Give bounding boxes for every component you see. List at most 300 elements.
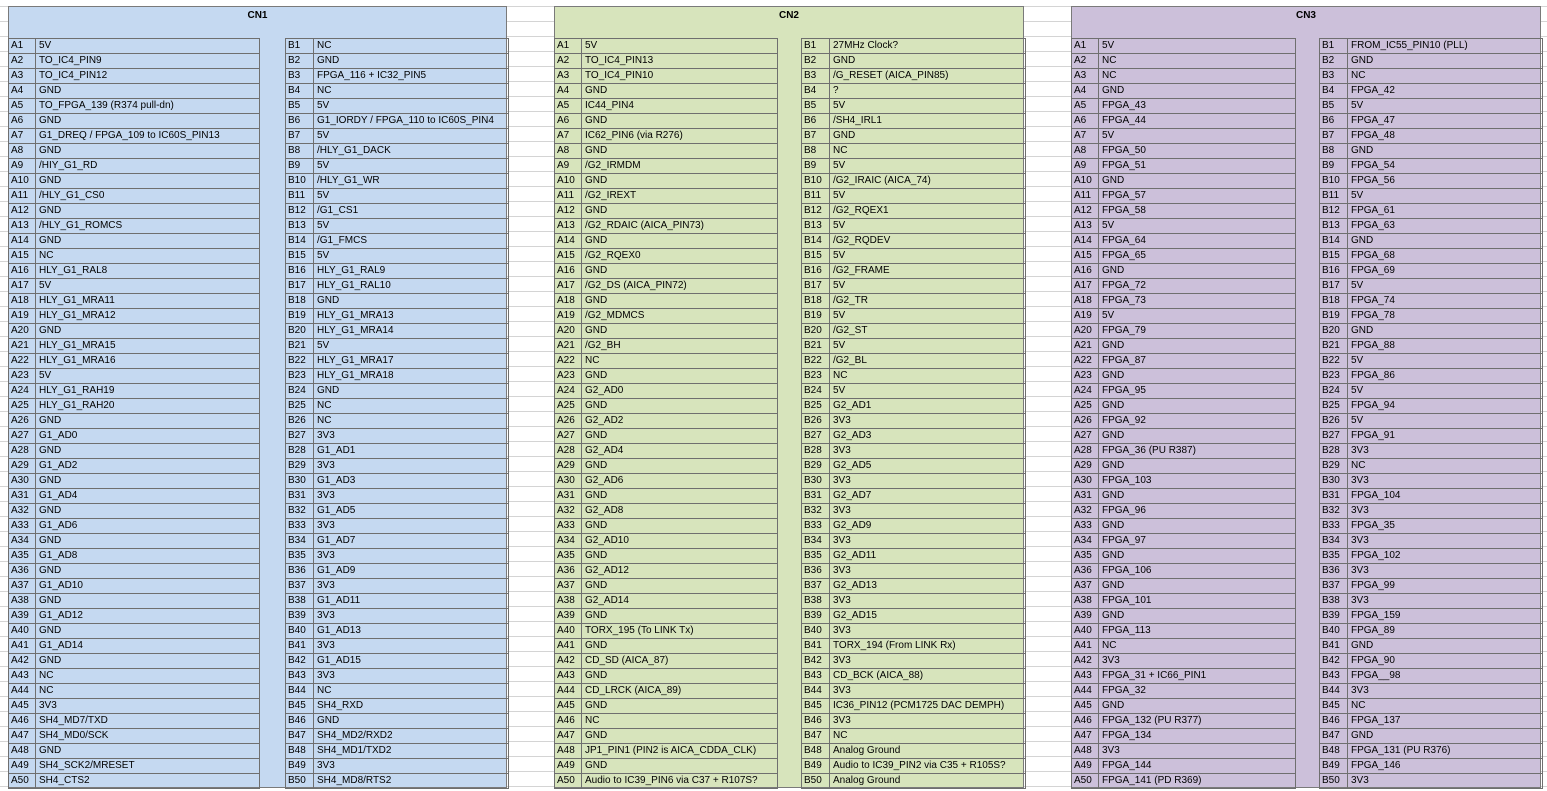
pin-id-cell[interactable]: B26 (286, 414, 314, 428)
pin-id-cell[interactable]: A3 (1072, 69, 1099, 83)
pin-row[interactable] (802, 369, 1026, 384)
pin-row[interactable] (555, 429, 778, 444)
pin-row[interactable] (286, 399, 509, 414)
pin-row[interactable] (286, 429, 509, 444)
pin-id-cell[interactable]: B4 (1320, 84, 1348, 98)
signal-cell[interactable]: 5V (1348, 279, 1543, 293)
panel-title[interactable]: CN2 (778, 10, 799, 21)
pin-row[interactable] (286, 129, 509, 144)
signal-cell[interactable]: HLY_G1_RAH19 (36, 384, 260, 398)
signal-cell[interactable]: FPGA_101 (1099, 594, 1296, 608)
signal-cell[interactable]: /G2_BH (582, 339, 778, 353)
pin-id-cell[interactable]: B19 (286, 309, 314, 323)
pin-id-cell[interactable]: A27 (1072, 429, 1099, 443)
signal-cell[interactable]: 5V (1348, 414, 1543, 428)
pin-id-cell[interactable]: A14 (555, 234, 582, 248)
pin-id-cell[interactable]: A5 (1072, 99, 1099, 113)
pin-row[interactable] (1320, 624, 1543, 639)
pin-id-cell[interactable]: A11 (555, 189, 582, 203)
pin-row[interactable] (286, 579, 509, 594)
pin-id-cell[interactable]: B28 (286, 444, 314, 458)
signal-cell[interactable]: FPGA_74 (1348, 294, 1543, 308)
signal-cell[interactable]: NC (1348, 459, 1543, 473)
pin-id-cell[interactable]: A20 (9, 324, 36, 338)
pin-id-cell[interactable]: B26 (1320, 414, 1348, 428)
pin-row[interactable] (1072, 609, 1296, 624)
pin-row[interactable] (1320, 639, 1543, 654)
pin-id-cell[interactable]: A24 (1072, 384, 1099, 398)
pin-row[interactable] (802, 624, 1026, 639)
signal-cell[interactable]: FPGA_31 + IC66_PIN1 (1099, 669, 1296, 683)
pin-id-cell[interactable]: A21 (1072, 339, 1099, 353)
pin-row[interactable] (9, 429, 260, 444)
pin-id-cell[interactable]: A24 (555, 384, 582, 398)
signal-cell[interactable]: 3V3 (830, 444, 1026, 458)
pin-id-cell[interactable]: B40 (802, 624, 830, 638)
pin-row[interactable] (1072, 594, 1296, 609)
pin-row[interactable] (555, 279, 778, 294)
pin-row[interactable] (9, 534, 260, 549)
pin-id-cell[interactable]: A15 (555, 249, 582, 263)
pin-id-cell[interactable]: A26 (555, 414, 582, 428)
pin-id-cell[interactable]: B48 (802, 744, 830, 758)
pin-row[interactable] (9, 399, 260, 414)
pin-id-cell[interactable]: A43 (9, 669, 36, 683)
pin-row[interactable] (802, 114, 1026, 129)
signal-cell[interactable]: GND (582, 294, 778, 308)
pin-id-cell[interactable]: A1 (1072, 39, 1099, 53)
signal-cell[interactable]: GND (582, 609, 778, 623)
signal-cell[interactable]: JP1_PIN1 (PIN2 is AICA_CDDA_CLK) (582, 744, 778, 758)
signal-cell[interactable]: 5V (1099, 39, 1296, 53)
pin-id-cell[interactable]: A5 (555, 99, 582, 113)
signal-cell[interactable]: 5V (314, 219, 509, 233)
signal-cell[interactable]: FPGA_106 (1099, 564, 1296, 578)
pin-id-cell[interactable]: B41 (1320, 639, 1348, 653)
signal-cell[interactable]: /HIY_G1_RD (36, 159, 260, 173)
signal-cell[interactable]: 3V3 (830, 564, 1026, 578)
pin-row[interactable] (286, 564, 509, 579)
pin-row[interactable] (9, 594, 260, 609)
signal-cell[interactable]: G2_AD15 (830, 609, 1026, 623)
signal-cell[interactable]: GND (36, 114, 260, 128)
pin-id-cell[interactable]: B50 (286, 774, 314, 788)
signal-cell[interactable]: 5V (830, 219, 1026, 233)
pin-id-cell[interactable]: A22 (9, 354, 36, 368)
pin-id-cell[interactable]: A27 (9, 429, 36, 443)
signal-cell[interactable]: G1_AD8 (36, 549, 260, 563)
signal-cell[interactable]: HLY_G1_MRA16 (36, 354, 260, 368)
signal-cell[interactable]: NC (36, 669, 260, 683)
pin-row[interactable] (9, 564, 260, 579)
pin-id-cell[interactable]: B5 (1320, 99, 1348, 113)
pin-row[interactable] (9, 99, 260, 114)
signal-cell[interactable]: G2_AD0 (582, 384, 778, 398)
pin-id-cell[interactable]: A19 (1072, 309, 1099, 323)
pin-id-cell[interactable]: B3 (802, 69, 830, 83)
pin-id-cell[interactable]: A46 (1072, 714, 1099, 728)
pin-row[interactable] (1320, 564, 1543, 579)
pin-id-cell[interactable]: A35 (1072, 549, 1099, 563)
pin-row[interactable] (802, 144, 1026, 159)
pin-row[interactable] (9, 39, 260, 54)
signal-cell[interactable]: GND (1099, 429, 1296, 443)
pin-row[interactable] (1320, 609, 1543, 624)
pin-row[interactable] (1320, 474, 1543, 489)
pin-id-cell[interactable]: A37 (555, 579, 582, 593)
pin-row[interactable] (9, 279, 260, 294)
pin-id-cell[interactable]: B50 (802, 774, 830, 788)
pin-row[interactable] (802, 609, 1026, 624)
pin-id-cell[interactable]: A47 (1072, 729, 1099, 743)
pin-row[interactable] (1320, 84, 1543, 99)
pin-id-cell[interactable]: B25 (802, 399, 830, 413)
pin-row[interactable] (1072, 654, 1296, 669)
signal-cell[interactable]: SH4_MD8/RTS2 (314, 774, 509, 788)
signal-cell[interactable]: HLY_G1_RAL9 (314, 264, 509, 278)
pin-id-cell[interactable]: A23 (1072, 369, 1099, 383)
signal-cell[interactable]: G2_AD14 (582, 594, 778, 608)
pin-id-cell[interactable]: B22 (286, 354, 314, 368)
signal-cell[interactable]: GND (582, 234, 778, 248)
signal-cell[interactable]: G1_IORDY / FPGA_110 to IC60S_PIN4 (314, 114, 509, 128)
pin-row[interactable] (9, 69, 260, 84)
signal-cell[interactable]: 5V (314, 339, 509, 353)
pin-row[interactable] (555, 264, 778, 279)
pin-row[interactable] (555, 594, 778, 609)
signal-cell[interactable]: GND (582, 759, 778, 773)
pin-row[interactable] (9, 354, 260, 369)
pin-row[interactable] (9, 84, 260, 99)
pin-id-cell[interactable]: A25 (1072, 399, 1099, 413)
pin-id-cell[interactable]: B3 (286, 69, 314, 83)
pin-row[interactable] (1320, 369, 1543, 384)
pin-row[interactable] (9, 114, 260, 129)
pin-row[interactable] (9, 414, 260, 429)
pin-row[interactable] (9, 54, 260, 69)
pin-id-cell[interactable]: B49 (1320, 759, 1348, 773)
signal-cell[interactable]: /G2_IRAIC (AICA_74) (830, 174, 1026, 188)
signal-cell[interactable]: G2_AD7 (830, 489, 1026, 503)
pin-id-cell[interactable]: B45 (286, 699, 314, 713)
signal-cell[interactable]: 3V3 (314, 429, 509, 443)
signal-cell[interactable]: FPGA_146 (1348, 759, 1543, 773)
signal-cell[interactable]: /G2_RDAIC (AICA_PIN73) (582, 219, 778, 233)
pin-id-cell[interactable]: B38 (802, 594, 830, 608)
pin-id-cell[interactable]: B42 (1320, 654, 1348, 668)
pin-row[interactable] (555, 219, 778, 234)
signal-cell[interactable]: GND (582, 579, 778, 593)
signal-cell[interactable]: G2_AD2 (582, 414, 778, 428)
signal-cell[interactable]: GND (314, 714, 509, 728)
pin-id-cell[interactable]: A18 (9, 294, 36, 308)
pin-row[interactable] (286, 639, 509, 654)
pin-row[interactable] (286, 759, 509, 774)
pin-id-cell[interactable]: B16 (286, 264, 314, 278)
pin-id-cell[interactable]: B30 (802, 474, 830, 488)
signal-cell[interactable]: FPGA_69 (1348, 264, 1543, 278)
signal-cell[interactable]: G2_AD6 (582, 474, 778, 488)
pin-id-cell[interactable]: A5 (9, 99, 36, 113)
pin-row[interactable] (9, 714, 260, 729)
signal-cell[interactable]: FPGA_104 (1348, 489, 1543, 503)
pin-id-cell[interactable]: A1 (9, 39, 36, 53)
pin-id-cell[interactable]: A10 (1072, 174, 1099, 188)
signal-cell[interactable]: HLY_G1_RAL8 (36, 264, 260, 278)
pin-id-cell[interactable]: B15 (802, 249, 830, 263)
signal-cell[interactable]: 3V3 (314, 639, 509, 653)
signal-cell[interactable]: 5V (314, 159, 509, 173)
pin-row[interactable] (802, 549, 1026, 564)
pin-row[interactable] (9, 669, 260, 684)
pin-row[interactable] (1072, 384, 1296, 399)
signal-cell[interactable]: ? (830, 84, 1026, 98)
signal-cell[interactable]: G1_AD11 (314, 594, 509, 608)
pin-id-cell[interactable]: B30 (286, 474, 314, 488)
pin-row[interactable] (802, 384, 1026, 399)
signal-cell[interactable]: NC (830, 729, 1026, 743)
pin-row[interactable] (1072, 399, 1296, 414)
signal-cell[interactable]: GND (36, 624, 260, 638)
pin-row[interactable] (286, 594, 509, 609)
pin-row[interactable] (1072, 189, 1296, 204)
signal-cell[interactable]: FPGA_73 (1099, 294, 1296, 308)
signal-cell[interactable]: FPGA_56 (1348, 174, 1543, 188)
signal-cell[interactable]: FPGA_42 (1348, 84, 1543, 98)
pin-id-cell[interactable]: A44 (9, 684, 36, 698)
pin-row[interactable] (9, 774, 260, 789)
pin-id-cell[interactable]: A30 (555, 474, 582, 488)
signal-cell[interactable]: GND (1099, 489, 1296, 503)
pin-row[interactable] (1320, 594, 1543, 609)
signal-cell[interactable]: FPGA_94 (1348, 399, 1543, 413)
signal-cell[interactable]: FPGA__98 (1348, 669, 1543, 683)
pin-row[interactable] (9, 294, 260, 309)
pin-row[interactable] (802, 189, 1026, 204)
pin-row[interactable] (1072, 159, 1296, 174)
pin-id-cell[interactable]: B37 (1320, 579, 1348, 593)
pin-id-cell[interactable]: A30 (1072, 474, 1099, 488)
pin-row[interactable] (1072, 639, 1296, 654)
pin-row[interactable] (802, 399, 1026, 414)
pin-id-cell[interactable]: A15 (1072, 249, 1099, 263)
pin-id-cell[interactable]: B48 (286, 744, 314, 758)
pin-row[interactable] (802, 54, 1026, 69)
signal-cell[interactable]: GND (314, 384, 509, 398)
signal-cell[interactable]: /G2_RQEX0 (582, 249, 778, 263)
pin-id-cell[interactable]: A16 (1072, 264, 1099, 278)
pin-row[interactable] (1320, 489, 1543, 504)
signal-cell[interactable]: HLY_G1_MRA14 (314, 324, 509, 338)
signal-cell[interactable]: GND (582, 264, 778, 278)
pin-id-cell[interactable]: B18 (1320, 294, 1348, 308)
signal-cell[interactable]: TO_FPGA_139 (R374 pull-dn) (36, 99, 260, 113)
pin-row[interactable] (1072, 129, 1296, 144)
pin-row[interactable] (802, 729, 1026, 744)
pin-id-cell[interactable]: A13 (1072, 219, 1099, 233)
signal-cell[interactable]: NC (1348, 699, 1543, 713)
signal-cell[interactable]: HLY_G1_MRA15 (36, 339, 260, 353)
pin-id-cell[interactable]: A34 (9, 534, 36, 548)
signal-cell[interactable]: 3V3 (830, 594, 1026, 608)
signal-cell[interactable]: TO_IC4_PIN10 (582, 69, 778, 83)
signal-cell[interactable]: FPGA_132 (PU R377) (1099, 714, 1296, 728)
pin-row[interactable] (286, 474, 509, 489)
pin-row[interactable] (555, 354, 778, 369)
pin-row[interactable] (802, 459, 1026, 474)
pin-row[interactable] (286, 219, 509, 234)
pin-id-cell[interactable]: B8 (1320, 144, 1348, 158)
pin-id-cell[interactable]: A39 (9, 609, 36, 623)
signal-cell[interactable]: GND (36, 444, 260, 458)
pin-id-cell[interactable]: B43 (802, 669, 830, 683)
pin-id-cell[interactable]: A8 (1072, 144, 1099, 158)
signal-cell[interactable]: 3V3 (1099, 744, 1296, 758)
pin-id-cell[interactable]: B43 (286, 669, 314, 683)
pin-id-cell[interactable]: A37 (1072, 579, 1099, 593)
signal-cell[interactable]: GND (582, 459, 778, 473)
pin-id-cell[interactable]: A22 (555, 354, 582, 368)
pin-id-cell[interactable]: B33 (1320, 519, 1348, 533)
pin-id-cell[interactable]: A28 (1072, 444, 1099, 458)
pin-row[interactable] (9, 384, 260, 399)
signal-cell[interactable]: 3V3 (830, 414, 1026, 428)
signal-cell[interactable]: GND (36, 324, 260, 338)
pin-row[interactable] (286, 654, 509, 669)
pin-row[interactable] (555, 249, 778, 264)
pin-row[interactable] (555, 129, 778, 144)
pin-row[interactable] (286, 699, 509, 714)
pin-row[interactable] (555, 699, 778, 714)
pin-id-cell[interactable]: B37 (802, 579, 830, 593)
pin-row[interactable] (286, 714, 509, 729)
pin-row[interactable] (1320, 249, 1543, 264)
signal-cell[interactable]: G1_AD15 (314, 654, 509, 668)
signal-cell[interactable]: FPGA_113 (1099, 624, 1296, 638)
pin-row[interactable] (1320, 69, 1543, 84)
pin-id-cell[interactable]: B6 (286, 114, 314, 128)
signal-cell[interactable]: 5V (830, 249, 1026, 263)
signal-cell[interactable]: NC (830, 144, 1026, 158)
pin-id-cell[interactable]: B8 (286, 144, 314, 158)
pin-row[interactable] (555, 759, 778, 774)
signal-cell[interactable]: HLY_G1_MRA17 (314, 354, 509, 368)
pin-row[interactable] (555, 114, 778, 129)
signal-cell[interactable]: G2_AD11 (830, 549, 1026, 563)
pin-row[interactable] (286, 249, 509, 264)
pin-row[interactable] (286, 684, 509, 699)
pin-row[interactable] (9, 579, 260, 594)
pin-row[interactable] (286, 354, 509, 369)
pin-row[interactable] (9, 369, 260, 384)
signal-cell[interactable]: G1_AD5 (314, 504, 509, 518)
signal-cell[interactable]: FPGA_51 (1099, 159, 1296, 173)
pin-row[interactable] (286, 339, 509, 354)
signal-cell[interactable]: /G2_DS (AICA_PIN72) (582, 279, 778, 293)
pin-id-cell[interactable]: B24 (1320, 384, 1348, 398)
signal-cell[interactable]: /G1_FMCS (314, 234, 509, 248)
pin-row[interactable] (9, 444, 260, 459)
pin-id-cell[interactable]: A42 (555, 654, 582, 668)
signal-cell[interactable]: FPGA_79 (1099, 324, 1296, 338)
pin-row[interactable] (802, 354, 1026, 369)
pin-row[interactable] (286, 729, 509, 744)
signal-cell[interactable]: FPGA_102 (1348, 549, 1543, 563)
pin-id-cell[interactable]: A22 (1072, 354, 1099, 368)
signal-cell[interactable]: Analog Ground (830, 774, 1026, 788)
pin-id-cell[interactable]: A36 (1072, 564, 1099, 578)
signal-cell[interactable]: 3V3 (314, 489, 509, 503)
signal-cell[interactable]: 3V3 (1348, 594, 1543, 608)
pin-row[interactable] (1320, 459, 1543, 474)
signal-cell[interactable]: G1_AD6 (36, 519, 260, 533)
pin-id-cell[interactable]: A40 (9, 624, 36, 638)
pin-row[interactable] (1072, 99, 1296, 114)
pin-id-cell[interactable]: B14 (286, 234, 314, 248)
pin-row[interactable] (802, 279, 1026, 294)
pin-row[interactable] (555, 309, 778, 324)
signal-cell[interactable]: NC (314, 39, 509, 53)
pin-id-cell[interactable]: A31 (555, 489, 582, 503)
pin-id-cell[interactable]: B46 (802, 714, 830, 728)
pin-id-cell[interactable]: A32 (1072, 504, 1099, 518)
pin-row[interactable] (802, 444, 1026, 459)
signal-cell[interactable]: G1_AD12 (36, 609, 260, 623)
signal-cell[interactable]: 5V (1348, 189, 1543, 203)
signal-cell[interactable]: GND (36, 654, 260, 668)
pin-row[interactable] (9, 459, 260, 474)
pin-id-cell[interactable]: B45 (1320, 699, 1348, 713)
signal-cell[interactable]: CD_SD (AICA_87) (582, 654, 778, 668)
signal-cell[interactable]: G2_AD13 (830, 579, 1026, 593)
signal-cell[interactable]: GND (1348, 729, 1543, 743)
pin-id-cell[interactable]: A29 (9, 459, 36, 473)
signal-cell[interactable]: G2_AD8 (582, 504, 778, 518)
signal-cell[interactable]: G1_AD14 (36, 639, 260, 653)
signal-cell[interactable]: SH4_MD0/SCK (36, 729, 260, 743)
pin-row[interactable] (1320, 204, 1543, 219)
pin-id-cell[interactable]: A20 (555, 324, 582, 338)
pin-id-cell[interactable]: B34 (1320, 534, 1348, 548)
signal-cell[interactable]: GND (1348, 144, 1543, 158)
signal-cell[interactable]: FPGA_44 (1099, 114, 1296, 128)
signal-cell[interactable]: NC (1099, 54, 1296, 68)
pin-id-cell[interactable]: A23 (555, 369, 582, 383)
pin-id-cell[interactable]: B30 (1320, 474, 1348, 488)
signal-cell[interactable]: 5V (1348, 99, 1543, 113)
signal-cell[interactable]: GND (36, 204, 260, 218)
pin-id-cell[interactable]: B45 (802, 699, 830, 713)
pin-id-cell[interactable]: B23 (802, 369, 830, 383)
pin-id-cell[interactable]: A44 (555, 684, 582, 698)
pin-row[interactable] (9, 654, 260, 669)
pin-row[interactable] (802, 294, 1026, 309)
pin-id-cell[interactable]: A40 (555, 624, 582, 638)
signal-cell[interactable]: 3V3 (314, 579, 509, 593)
signal-cell[interactable]: G1_AD3 (314, 474, 509, 488)
pin-id-cell[interactable]: A14 (9, 234, 36, 248)
pin-id-cell[interactable]: B48 (1320, 744, 1348, 758)
pin-id-cell[interactable]: B47 (286, 729, 314, 743)
pin-id-cell[interactable]: B34 (286, 534, 314, 548)
pin-row[interactable] (286, 624, 509, 639)
signal-cell[interactable]: FPGA_86 (1348, 369, 1543, 383)
signal-cell[interactable]: FPGA_141 (PD R369) (1099, 774, 1296, 788)
pin-row[interactable] (1320, 429, 1543, 444)
pin-id-cell[interactable]: B11 (286, 189, 314, 203)
pin-row[interactable] (9, 204, 260, 219)
pin-id-cell[interactable]: A3 (9, 69, 36, 83)
